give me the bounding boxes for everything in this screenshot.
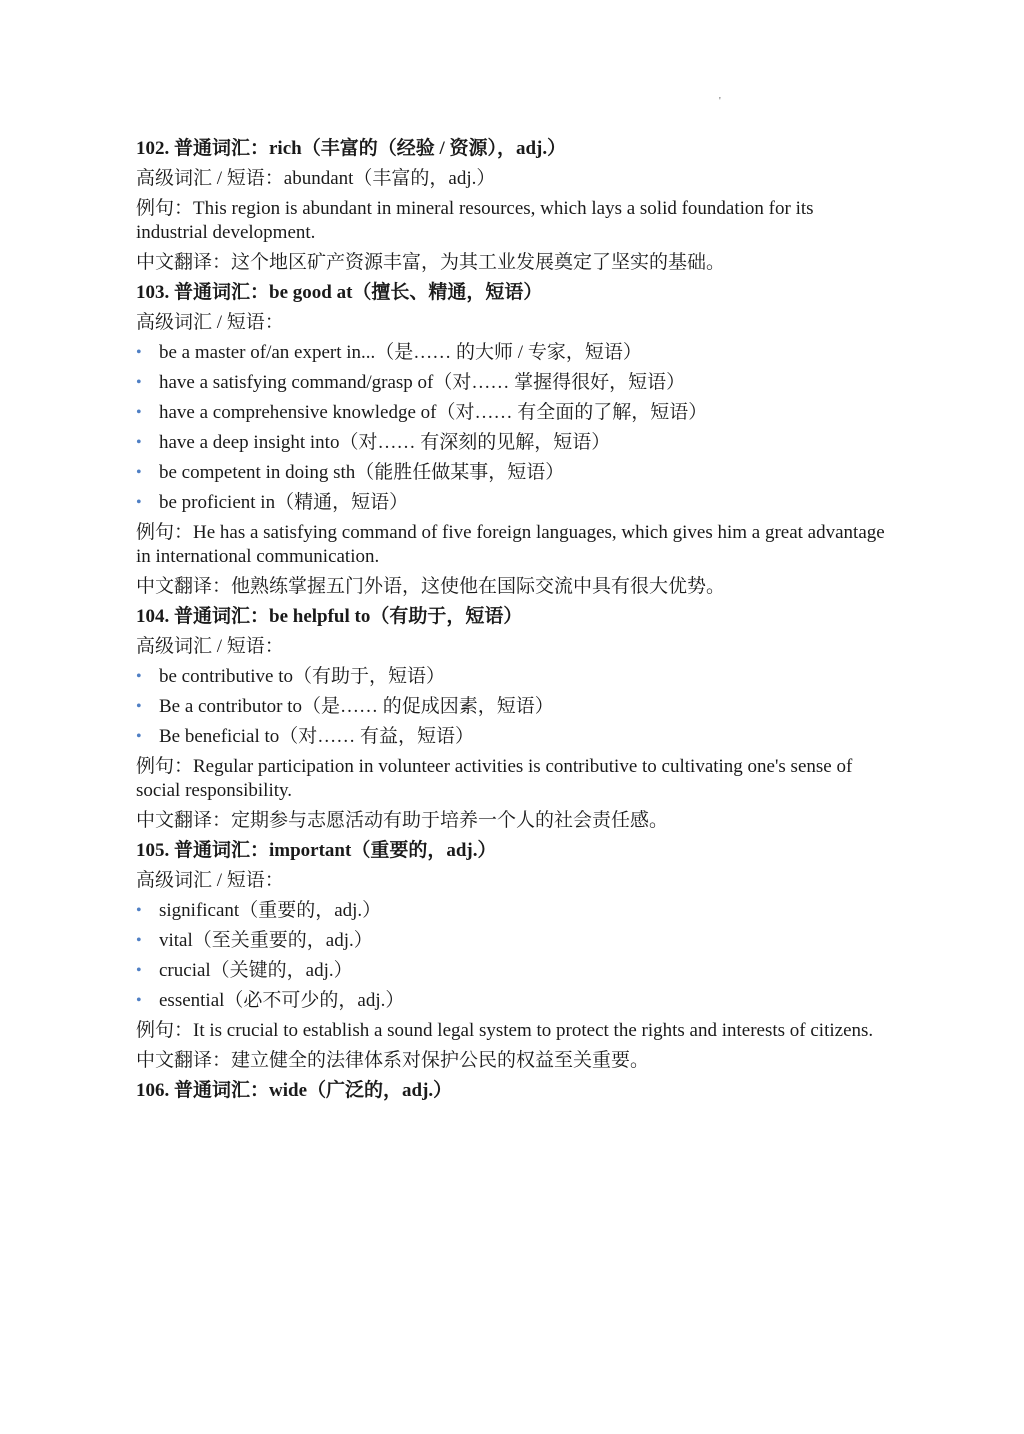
- chinese-translation: 中文翻译：这个地区矿产资源丰富，为其工业发展奠定了坚实的基础。: [136, 252, 726, 273]
- bullet-icon: •: [136, 434, 142, 451]
- chinese-translation: 中文翻译：他熟练掌握五门外语，这使他在国际交流中具有很大优势。: [136, 576, 726, 597]
- bullet-text: crucial（关键的，adj.）: [159, 960, 353, 981]
- bullet-icon: •: [136, 992, 142, 1009]
- bullet-icon: •: [136, 728, 142, 745]
- bullet-text: significant（重要的，adj.）: [159, 900, 382, 921]
- bullet-icon: •: [136, 374, 142, 391]
- bullet-icon: •: [136, 404, 142, 421]
- bullet-text: have a deep insight into（对…… 有深刻的见解，短语）: [159, 432, 611, 453]
- bullet-text: essential（必不可少的，adj.）: [159, 990, 405, 1011]
- bullet-item: [136, 959, 886, 983]
- example-sentence: 例句：This region is abundant in mineral resources, which lays a solid foundation for its industrial development.: [136, 198, 814, 243]
- bullet-item: [136, 461, 886, 485]
- bullet-text: Be beneficial to（对…… 有益，短语）: [159, 726, 475, 747]
- bullet-item: [136, 989, 886, 1013]
- vocab-section: [136, 839, 886, 1073]
- bullet-text: be contributive to（有助于，短语）: [159, 666, 446, 687]
- bullet-icon: •: [136, 668, 142, 685]
- section-heading: 106. 普通词汇：wide（广泛的，adj.）: [136, 1080, 453, 1101]
- example-sentence: 例句：It is crucial to establish a sound legal system to protect the rights and interests of citizens.: [136, 1020, 874, 1041]
- bullet-item: [136, 371, 886, 395]
- page-mark: ': [719, 96, 721, 107]
- vocab-section: [136, 1079, 886, 1103]
- section-heading: 104. 普通词汇：be helpful to（有助于，短语）: [136, 606, 523, 627]
- bullet-text: have a satisfying command/grasp of（对…… 掌握得很好，短语）: [159, 372, 686, 393]
- vocab-section: [136, 137, 886, 275]
- bullet-text: vital（至关重要的，adj.）: [159, 930, 373, 951]
- bullet-icon: •: [136, 344, 142, 361]
- bullet-text: have a comprehensive knowledge of（对…… 有全面的了解，短语）: [159, 402, 708, 423]
- bullet-item: [136, 725, 886, 749]
- vocab-section: [136, 281, 886, 599]
- section-heading: 105. 普通词汇：important（重要的，adj.）: [136, 840, 497, 861]
- advanced-vocab-label: 高级词汇 / 短语：: [136, 870, 284, 891]
- bullet-icon: •: [136, 962, 142, 979]
- chinese-translation: 中文翻译：定期参与志愿活动有助于培养一个人的社会责任感。: [136, 810, 669, 831]
- bullet-item: [136, 401, 886, 425]
- advanced-vocab-label: 高级词汇 / 短语：: [136, 312, 284, 333]
- bullet-item: [136, 341, 886, 365]
- bullet-icon: •: [136, 494, 142, 511]
- chinese-translation: 中文翻译：建立健全的法律体系对保护公民的权益至关重要。: [136, 1050, 650, 1071]
- bullet-text: be a master of/an expert in...（是…… 的大师 / 专家，短语）: [159, 342, 642, 363]
- bullet-item: [136, 695, 886, 719]
- advanced-vocab-label: 高级词汇 / 短语：: [136, 636, 284, 657]
- advanced-vocab-label: 高级词汇 / 短语：abundant（丰富的，adj.）: [136, 168, 496, 189]
- bullet-text: Be a contributor to（是…… 的促成因素，短语）: [159, 696, 554, 717]
- bullet-item: [136, 899, 886, 923]
- bullet-icon: •: [136, 902, 142, 919]
- bullet-icon: •: [136, 464, 142, 481]
- bullet-icon: •: [136, 932, 142, 949]
- bullet-item: [136, 491, 886, 515]
- section-heading: 103. 普通词汇：be good at（擅长、精通，短语）: [136, 282, 543, 303]
- bullet-text: be proficient in（精通，短语）: [159, 492, 409, 513]
- bullet-item: [136, 665, 886, 689]
- example-sentence: 例句：Regular participation in volunteer activities is contributive to cultivating one's sense of social responsibility.: [136, 756, 853, 801]
- bullet-icon: •: [136, 698, 142, 715]
- bullet-item: [136, 431, 886, 455]
- vocabulary-list: [136, 131, 886, 1109]
- example-sentence: 例句：He has a satisfying command of five foreign languages, which gives him a great advantage in international communication.: [136, 522, 885, 567]
- section-heading: 102. 普通词汇：rich（丰富的（经验 / 资源），adj.）: [136, 138, 567, 159]
- bullet-item: [136, 929, 886, 953]
- vocab-section: [136, 605, 886, 833]
- bullet-text: be competent in doing sth（能胜任做某事，短语）: [159, 462, 565, 483]
